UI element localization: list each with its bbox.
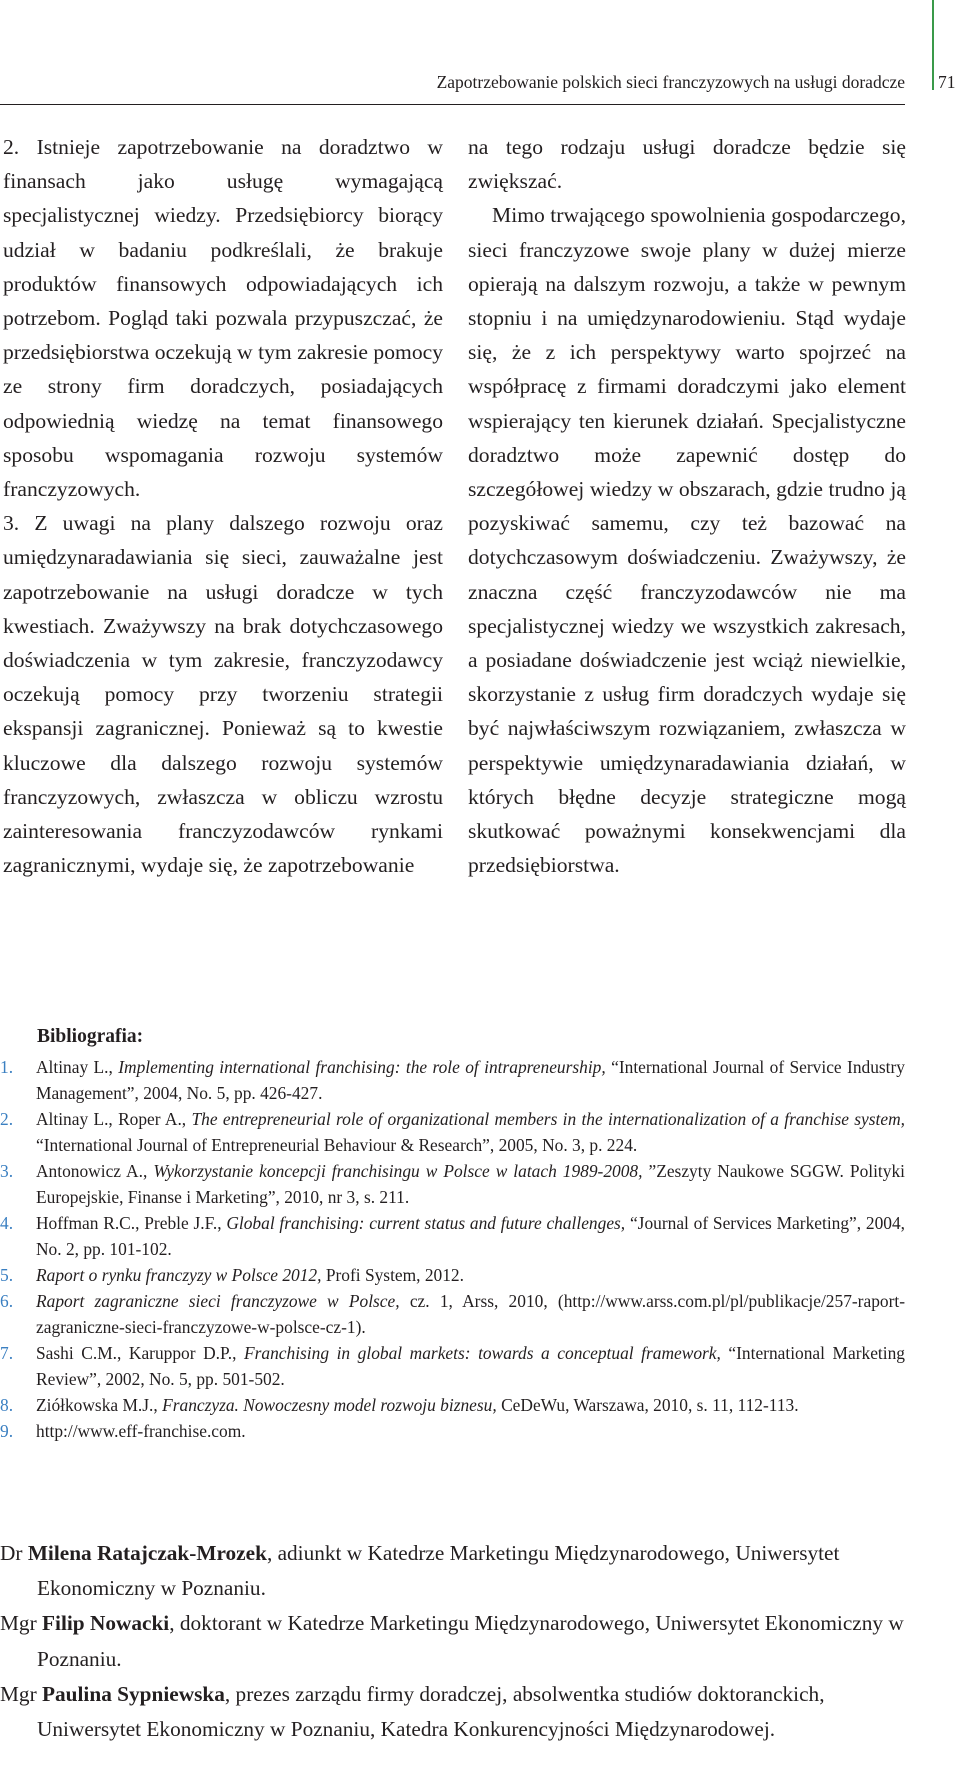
entry-title: Franchising in global markets: towards a conceptual framework, bbox=[244, 1343, 721, 1363]
author-notes bbox=[0, 1536, 920, 1747]
entry-link[interactable]: http://www.eff-franchise.com. bbox=[36, 1421, 246, 1441]
bibliography-entry bbox=[0, 1210, 905, 1262]
entry-number: 5. bbox=[0, 1265, 14, 1285]
bibliography-entry bbox=[0, 1418, 905, 1444]
bibliography-entry bbox=[0, 1392, 905, 1418]
entry-author: Antonowicz A., bbox=[36, 1161, 148, 1181]
author-name: Paulina Sypniewska bbox=[42, 1681, 225, 1706]
page-number: 71 bbox=[938, 72, 956, 92]
bibliography-entry bbox=[0, 1158, 905, 1210]
bibliography-entry bbox=[0, 1340, 905, 1392]
entry-number: 9. bbox=[0, 1421, 14, 1441]
header-accent-rule bbox=[932, 0, 934, 90]
entry-details: Profi System, 2012. bbox=[325, 1265, 464, 1285]
entry-number: 2. bbox=[0, 1109, 14, 1129]
entry-details: cz. 1, Arss, 2010, (http://www.arss.com.pl/pl/publikacje/257-raport-zagraniczne-sieci-franczyzowe-w-polsce-cz-1). bbox=[36, 1291, 905, 1337]
entry-title: Implementing international franchising: the role of intrapreneurship, bbox=[118, 1057, 606, 1077]
entry-number: 6. bbox=[0, 1291, 14, 1311]
author-name: Filip Nowacki bbox=[42, 1611, 170, 1636]
paragraph-point-3: 3. Z uwagi na plany dalszego rozwoju oraz umiędzynaradawiania się sieci, zauważalne jest zapotrzebowanie na usługi doradcze w tych kwestiach. Zważywszy na brak dotychczasowego doświadczenia w tym zakresie, franczyzodawcy oczekują pomocy przy tworzeniu strategii ekspansji zagranicznej. Ponieważ są to kwestie kluczowe dla dalszego rozwoju systemów franczyzowych, zwłaszcza w obliczu wzrostu zainteresowania franczyzodawców rynkami zagranicznymi, wydaje się, że zapotrzebowanie bbox=[3, 511, 443, 878]
author-note bbox=[0, 1677, 920, 1747]
entry-author: Altinay L., bbox=[36, 1057, 113, 1077]
author-title: Mgr bbox=[0, 1681, 37, 1706]
author-title: Mgr bbox=[0, 1611, 37, 1636]
author-affiliation: , prezes zarządu firmy doradczej, absolwentka studiów doktoranckich, Uniwersytet Ekonomiczny w Poznaniu, Katedra Konkurencyjności Międzynarodowej. bbox=[37, 1681, 825, 1742]
bibliography-entry bbox=[0, 1106, 905, 1158]
bibliography-entry bbox=[0, 1288, 905, 1340]
running-title: Zapotrzebowanie polskich sieci franczyzowych na usługi doradcze bbox=[436, 72, 905, 92]
entry-number: 7. bbox=[0, 1343, 14, 1363]
entry-number: 8. bbox=[0, 1395, 14, 1415]
entry-author: Ziółkowska M.J., bbox=[36, 1395, 158, 1415]
entry-details: “International Marketing Review”, 2002, No. 5, pp. 501-502. bbox=[36, 1343, 905, 1389]
entry-details: “International Journal of Service Industry Management”, 2004, No. 5, pp. 426-427. bbox=[36, 1057, 905, 1103]
entry-details: ”Zeszyty Naukowe SGGW. Polityki Europejskie, Finanse i Marketing”, 2010, nr 3, s. 211. bbox=[36, 1161, 905, 1207]
author-note bbox=[0, 1606, 920, 1676]
paragraph-continuation: na tego rodzaju usługi doradcze będzie się zwiększać. bbox=[468, 135, 906, 194]
bibliography-heading: Bibliografia: bbox=[37, 1026, 144, 1047]
header-divider bbox=[0, 104, 905, 105]
entry-details: “International Journal of Entrepreneurial Behaviour & Research”, 2005, No. 3, p. 224. bbox=[36, 1135, 638, 1155]
entry-title: Global franchising: current status and future challenges, bbox=[226, 1213, 626, 1233]
right-column bbox=[468, 130, 906, 882]
author-title: Dr bbox=[0, 1541, 23, 1565]
author-affiliation: , doktorant w Katedrze Marketingu Międzynarodowego, Uniwersytet Ekonomiczny w Poznaniu. bbox=[37, 1611, 904, 1671]
entry-title: Raport o rynku franczyzy w Polsce 2012, bbox=[36, 1265, 322, 1285]
bibliography-list bbox=[0, 1054, 905, 1444]
entry-title: The entrepreneurial role of organizational members in the internationalization of a franchise system, bbox=[191, 1109, 905, 1129]
bibliography-entry bbox=[0, 1262, 905, 1288]
entry-author: Hoffman R.C., Preble J.F., bbox=[36, 1213, 222, 1233]
entry-author: Altinay L., Roper A., bbox=[36, 1109, 187, 1129]
entry-details: CeDeWu, Warszawa, 2010, s. 11, 112-113. bbox=[501, 1395, 799, 1415]
left-column bbox=[3, 130, 443, 882]
author-note bbox=[0, 1536, 920, 1606]
bibliography-entry bbox=[0, 1054, 905, 1106]
entry-author: Sashi C.M., Karuppor D.P., bbox=[36, 1343, 237, 1363]
entry-title: Wykorzystanie koncepcji franchisingu w Polsce w latach 1989-2008, bbox=[153, 1161, 643, 1181]
entry-number: 4. bbox=[0, 1213, 14, 1233]
paragraph-point-2: 2. Istnieje zapotrzebowanie na doradztwo w finansach jako usługę wymagającą specjalistycznej wiedzy. Przedsiębiorcy biorący udział w badaniu podkreślali, że brakuje produktów finansowych odpowiadających ich potrzebom. Pogląd taki pozwala przypuszczać, że przedsiębiorstwa oczekują w tym zakresie pomocy ze strony firm doradczych, posiadających odpowiednią wiedzę na temat finansowego sposobu wspomagania rozwoju systemów franczyzowych. bbox=[3, 135, 443, 502]
entry-number: 3. bbox=[0, 1161, 14, 1181]
paragraph-conclusion: Mimo trwającego spowolnienia gospodarczego, sieci franczyzowe swoje plany w dużej mierze opierają na dalszym rozwoju, a także w pewnym stopniu i na umiędzynarodowieniu. Stąd wydaje się, że z ich perspektywy warto spojrzeć na współpracę z firmami doradczymi jako element wspierający ten kierunek działań. Specjalistyczne doradztwo może zapewnić dostęp do szczegółowej wiedzy w obszarach, gdzie trudno ją pozyskiwać samemu, czy też bazować na dotychczasowym doświadczeniu. Zważywszy, że znaczna część franczyzodawców nie ma specjalistycznej wiedzy we wszystkich zakresach, a posiadane doświadczenie jest wciąż niewielkie, skorzystanie z usług firm doradczych wydaje się być najwłaściwszym rozwiązaniem, zwłaszcza w perspektywie umiędzynaradawiania działań, w których błędne decyzje strategiczne mogą skutkować poważnymi konsekwencjami dla przedsiębiorstwa. bbox=[468, 203, 906, 878]
entry-title: Franczyza. Nowoczesny model rozwoju biznesu, bbox=[162, 1395, 497, 1415]
entry-title: Raport zagraniczne sieci franczyzowe w Polsce, bbox=[36, 1291, 400, 1311]
entry-details: “Journal of Services Marketing”, 2004, No. 2, pp. 101-102. bbox=[36, 1213, 906, 1259]
author-name: Milena Ratajczak-Mrozek bbox=[27, 1541, 267, 1565]
author-affiliation: , adiunkt w Katedrze Marketingu Międzynarodowego, Uniwersytet Ekonomiczny w Poznaniu. bbox=[37, 1541, 840, 1601]
entry-number: 1. bbox=[0, 1057, 14, 1077]
